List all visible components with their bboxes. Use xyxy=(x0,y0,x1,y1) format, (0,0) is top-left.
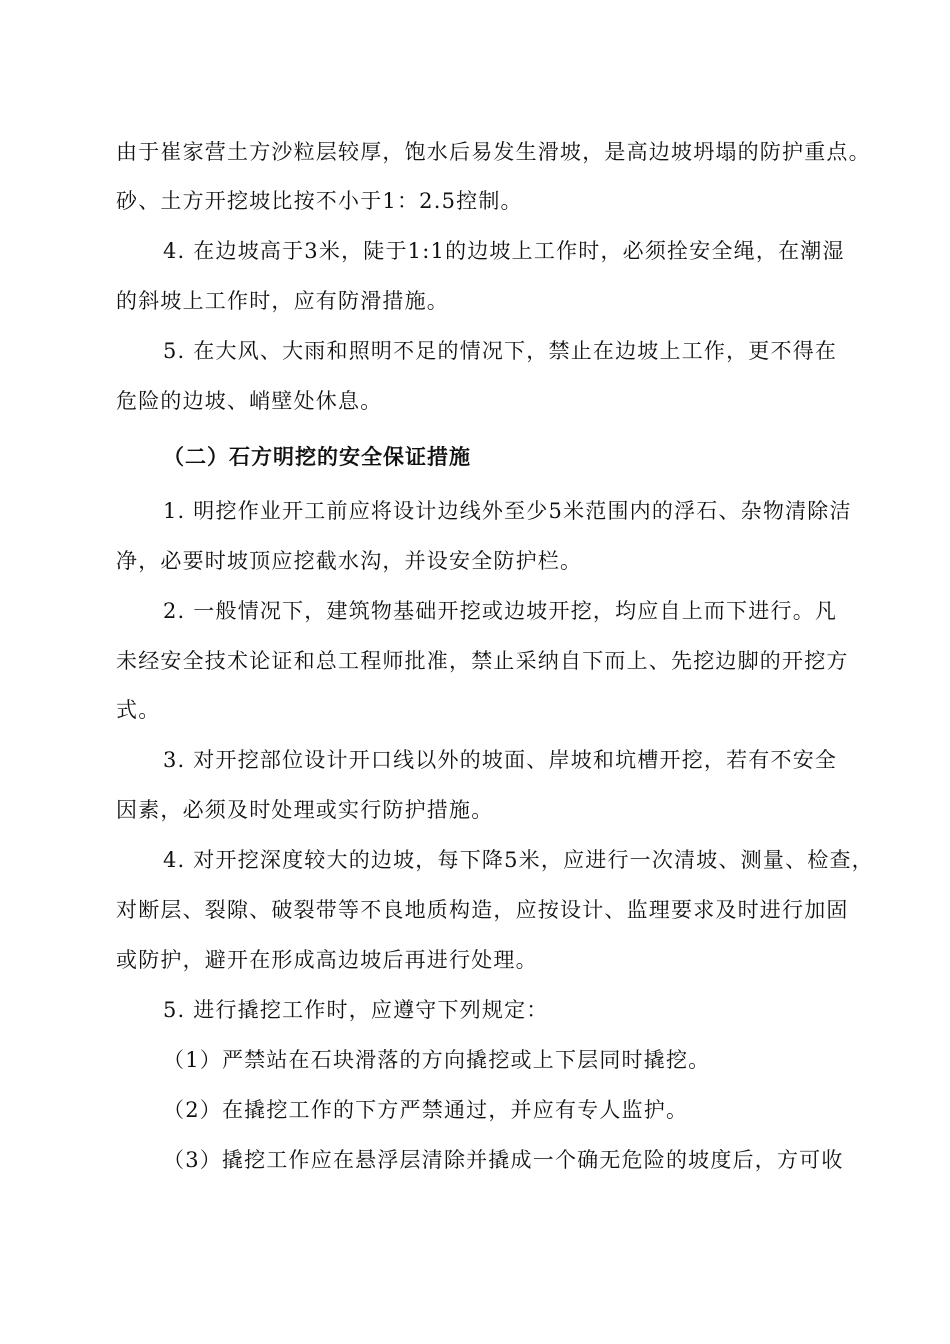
list-item-line: 4. 对开挖深度较大的边坡，每下降5米，应进行一次清坡、测量、检查， xyxy=(163,848,874,872)
paragraph-line: 由于崔家营土方沙粒层较厚，饱水后易发生滑坡，是高边坡坍塌的防护重点。 xyxy=(116,140,871,164)
paragraph-line: 因素，必须及时处理或实行防护措施。 xyxy=(116,798,494,822)
paragraph-line: 对断层、裂隙、破裂带等不良地质构造，应按设计、监理要求及时进行加固 xyxy=(116,898,849,922)
list-item-line: 3. 对开挖部位设计开口线以外的坡面、岸坡和坑槽开挖，若有不安全 xyxy=(163,748,838,772)
paragraph-line: 或防护，避开在形成高边坡后再进行处理。 xyxy=(116,948,538,972)
paragraph-line: 式。 xyxy=(116,698,161,722)
list-item-line: 2. 一般情况下，建筑物基础开挖或边坡开挖，均应自上而下进行。凡 xyxy=(163,599,838,623)
paragraph-line: 危险的边坡、峭壁处休息。 xyxy=(116,389,383,413)
paragraph-line: 未经安全技术论证和总工程师批准，禁止采纳自下而上、先挖边脚的开挖方 xyxy=(116,649,849,673)
paragraph-line: 的斜坡上工作时，应有防滑措施。 xyxy=(116,289,449,313)
paragraph-line: 净，必要时坡顶应挖截水沟，并设安全防护栏。 xyxy=(116,549,583,573)
list-item-line: 4. 在边坡高于3米，陡于1:1的边坡上工作时，必须拴安全绳，在潮湿 xyxy=(163,239,845,263)
sub-item-line: （3）撬挖工作应在悬浮层清除并撬成一个确无危险的坡度后，方可收 xyxy=(163,1148,844,1172)
paragraph-line: 砂、土方开挖坡比按不小于1：2.5控制。 xyxy=(116,189,523,213)
list-item-line: 5. 在大风、大雨和照明不足的情况下，禁止在边坡上工作，更不得在 xyxy=(163,339,838,363)
list-item-line: 1. 明挖作业开工前应将设计边线外至少5米范围内的浮石、杂物清除洁 xyxy=(163,499,852,523)
sub-item-line: （1）严禁站在石块滑落的方向撬挖或上下层同时撬挖。 xyxy=(163,1048,711,1072)
section-heading: （二）石方明挖的安全保证措施 xyxy=(163,445,471,469)
sub-item-line: （2）在撬挖工作的下方严禁通过，并应有专人监护。 xyxy=(163,1098,689,1122)
list-item-line: 5. 进行撬挖工作时，应遵守下列规定： xyxy=(163,998,549,1022)
